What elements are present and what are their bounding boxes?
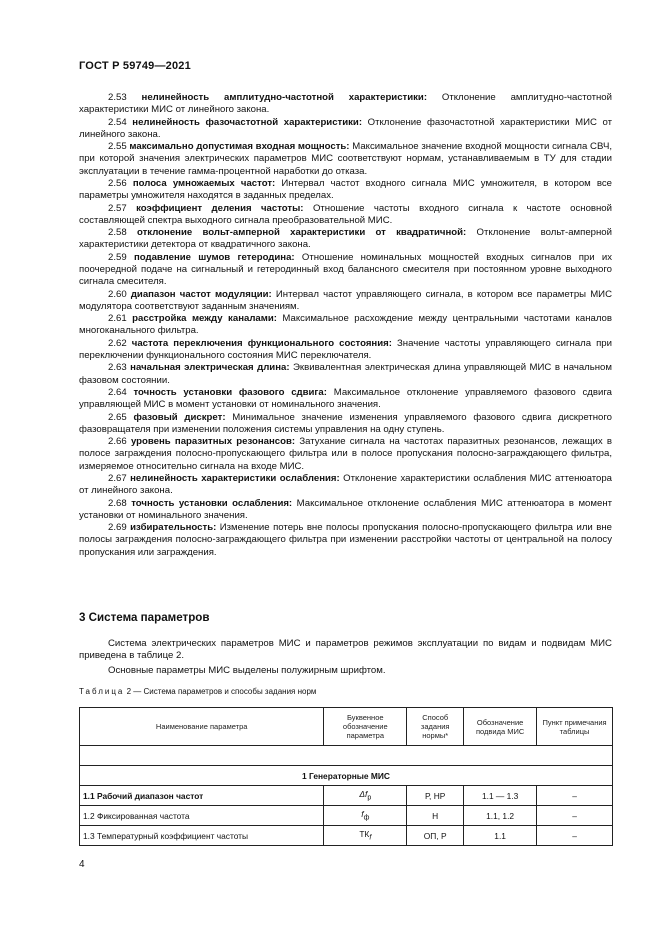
term-name: максимально допустимая входная мощность: <box>129 141 350 153</box>
term-number: 2.54 <box>108 116 127 128</box>
term-name: диапазон частот модуляции: <box>130 288 272 300</box>
term-name: начальная электрическая длина: <box>130 362 290 374</box>
term-item <box>79 117 612 141</box>
cell-note: – <box>537 786 613 806</box>
term-item <box>79 522 612 559</box>
table-caption <box>79 687 316 696</box>
term-definition: Отклонение вольт-амперной характеристики детектора от квадратичного закона. <box>79 227 612 251</box>
symbol-subscript: f <box>369 834 372 842</box>
term-number: 2.58 <box>108 227 127 239</box>
term-item <box>79 412 612 436</box>
cell-symbol <box>324 826 407 846</box>
term-item <box>79 252 612 289</box>
term-definition: Отклонение фазочастотной характеристики МИС от линейного закона. <box>79 116 613 140</box>
table-gap-cell <box>80 746 613 766</box>
terms-list <box>79 92 612 559</box>
cell-param-name: 1.3 Температурный коэффициент частоты <box>80 826 324 846</box>
cell-method: Р, НР <box>407 786 464 806</box>
term-item <box>79 362 612 386</box>
term-number: 2.62 <box>108 337 127 349</box>
page-number: 4 <box>79 859 85 870</box>
term-name: расстройка между каналами: <box>132 313 277 325</box>
term-number: 2.55 <box>108 141 127 153</box>
paragraph-2: Основные параметры МИС выделены полужирным шрифтом. <box>108 665 386 676</box>
cell-subtype: 1.1 <box>464 826 537 846</box>
term-number: 2.60 <box>108 288 127 300</box>
term-definition: Максимальное расхождение между центральными частотами каналов многоканального фильтра. <box>79 313 612 337</box>
term-item <box>79 203 612 227</box>
term-item <box>79 387 612 411</box>
term-number: 2.69 <box>108 522 127 534</box>
cell-symbol <box>324 786 407 806</box>
table-caption-text: 2 — Система параметров и способы задания норм <box>126 687 317 696</box>
cell-note: – <box>537 806 613 826</box>
header-param-name: Наименование параметра <box>80 708 324 746</box>
term-item <box>79 498 612 522</box>
term-definition: Отношение номинальных мощностей входных сигналов при их поочередной подаче на сигнальный и гетеродинный вход балансного смесителя при постоянном уровне выходного сигнала смесителя. <box>79 251 612 288</box>
cell-param-name: 1.2 Фиксированная частота <box>80 806 324 826</box>
term-number: 2.61 <box>108 313 127 325</box>
term-definition: Максимальное отклонение управляемого фазового сдвига управляющей МИС в момент установки от номинального значения. <box>79 386 612 411</box>
term-number: 2.53 <box>108 92 127 103</box>
symbol-subscript: ф <box>363 814 370 822</box>
term-definition: Отклонение амплитудно-частотной характеристики МИС от линейного закона. <box>79 92 612 116</box>
term-definition: Интервал частот управляющего сигнала, в котором все параметры МИС модулятора соответствуют заданным значениям. <box>79 288 613 312</box>
term-number: 2.64 <box>108 386 127 398</box>
term-definition: Отклонение характеристики ослабления МИС аттенюатора от линейного закона. <box>79 472 612 497</box>
term-item <box>79 338 612 362</box>
table-row <box>80 786 613 806</box>
table-group-row <box>80 766 613 786</box>
term-definition: Эквивалентная электрическая длина управляющей МИС в начальном фазовом состоянии. <box>79 362 612 386</box>
term-name: коэффициент деления частоты: <box>136 202 304 214</box>
term-name: точность установки фазового сдвига: <box>133 386 327 398</box>
paragraph-1: Система электрических параметров МИС и параметров режимов эксплуатации по видам и подвидам МИС приведена в таблице 2. <box>79 638 612 662</box>
document-header: ГОСТ Р 59749—2021 <box>79 60 191 72</box>
term-name: подавление шумов гетеродина: <box>133 251 295 263</box>
term-item <box>79 289 612 313</box>
term-number: 2.67 <box>108 472 127 484</box>
term-name: точность установки ослабления: <box>131 497 293 509</box>
term-name: фазовый дискрет: <box>133 411 226 423</box>
table-header-row <box>80 708 613 746</box>
cell-note: – <box>537 826 613 846</box>
term-item <box>79 92 612 116</box>
term-number: 2.59 <box>108 251 127 263</box>
section-title: 3 Система параметров <box>79 611 210 624</box>
cell-method: ОП, Р <box>407 826 464 846</box>
term-item <box>79 227 612 251</box>
term-definition: Изменение потерь вне полосы пропускания полосно-пропускающего фильтра или вне полосы заграждения полосно-заграждающего фильтра при изменении расстройки частоты от центральной на полосу пропускания или заграждения. <box>79 522 612 558</box>
term-definition: Максимальное отклонение ослабления МИС аттенюатора в момент установки от номинального значения. <box>79 497 613 521</box>
cell-subtype: 1.1, 1.2 <box>464 806 537 826</box>
term-number: 2.65 <box>108 411 127 423</box>
parameters-table <box>79 707 613 846</box>
cell-param-name: 1.1 Рабочий диапазон частот <box>80 786 324 806</box>
term-number: 2.66 <box>108 436 127 448</box>
table-group-title: 1 Генераторные МИС <box>80 766 613 786</box>
symbol-main: ТК <box>359 829 370 840</box>
term-name: частота переключения функционального состояния: <box>131 337 392 349</box>
header-subtype: Обозначение подвида МИС <box>464 708 537 746</box>
term-item <box>79 141 612 178</box>
symbol-main: Δf <box>359 789 368 800</box>
table-row <box>80 826 613 846</box>
table-gap <box>80 746 613 766</box>
term-item <box>79 313 612 337</box>
term-name: нелинейность характеристики ослабления: <box>130 472 340 484</box>
term-definition: Отношение частоты входного сигнала к частоте основной составляющей спектра выходного сигнала преобразовательной МИС. <box>79 202 612 226</box>
term-name: нелинейность фазочастотной характеристики: <box>132 116 363 128</box>
term-definition: Значение частоты управляющего сигнала при переключении функционального состояния МИС переключателя. <box>79 337 612 361</box>
term-name: избирательность: <box>130 522 217 534</box>
term-number: 2.56 <box>108 177 127 189</box>
term-item <box>79 473 612 497</box>
symbol-main: f <box>361 809 364 820</box>
term-name: полоса умножаемых частот: <box>132 177 276 189</box>
cell-symbol <box>324 806 407 826</box>
term-number: 2.63 <box>108 362 127 374</box>
header-symbol: Буквенное обозначение параметра <box>324 708 407 746</box>
cell-subtype: 1.1 — 1.3 <box>464 786 537 806</box>
table-caption-label: Таблица <box>79 687 125 696</box>
header-note: Пункт примечания таблицы <box>537 708 613 746</box>
term-definition: Минимальное значение изменения управляемого фазового сдвига дискретного фазовращателя при изменении положения системы управления на одну ступень. <box>79 411 613 435</box>
cell-method: Н <box>407 806 464 826</box>
term-definition: Интервал частот входного сигнала МИС умножителя, в котором все параметры умножителя находятся в заданных пределах. <box>79 177 612 202</box>
term-number: 2.68 <box>108 497 127 509</box>
term-item <box>79 436 612 473</box>
term-definition: Затухание сигнала на частотах паразитных резонансов, лежащих в полосе заграждения полосно-пропускающего фильтра или в полосе пропускания полосно-заграждающего фильтра, измеряемое относительно сигнала на входе МИС. <box>79 436 613 472</box>
symbol-subscript: р <box>367 794 372 802</box>
term-item <box>79 178 612 202</box>
term-name: отклонение вольт-амперной характеристики от квадратичной: <box>136 227 467 239</box>
header-method: Способ задания нормы* <box>407 708 464 746</box>
table-row <box>80 806 613 826</box>
term-name: нелинейность амплитудно-частотной характеристики: <box>141 92 428 103</box>
term-number: 2.57 <box>108 202 127 214</box>
term-name: уровень паразитных резонансов: <box>130 436 296 448</box>
term-definition: Максимальное значение входной мощности сигнала СВЧ, при которой значения электрических параметров МИС соответствуют нормам, устанавливаемым в ТУ для стадии эксплуатации в течение гамма-процентной наработки до отказа. <box>79 141 613 177</box>
